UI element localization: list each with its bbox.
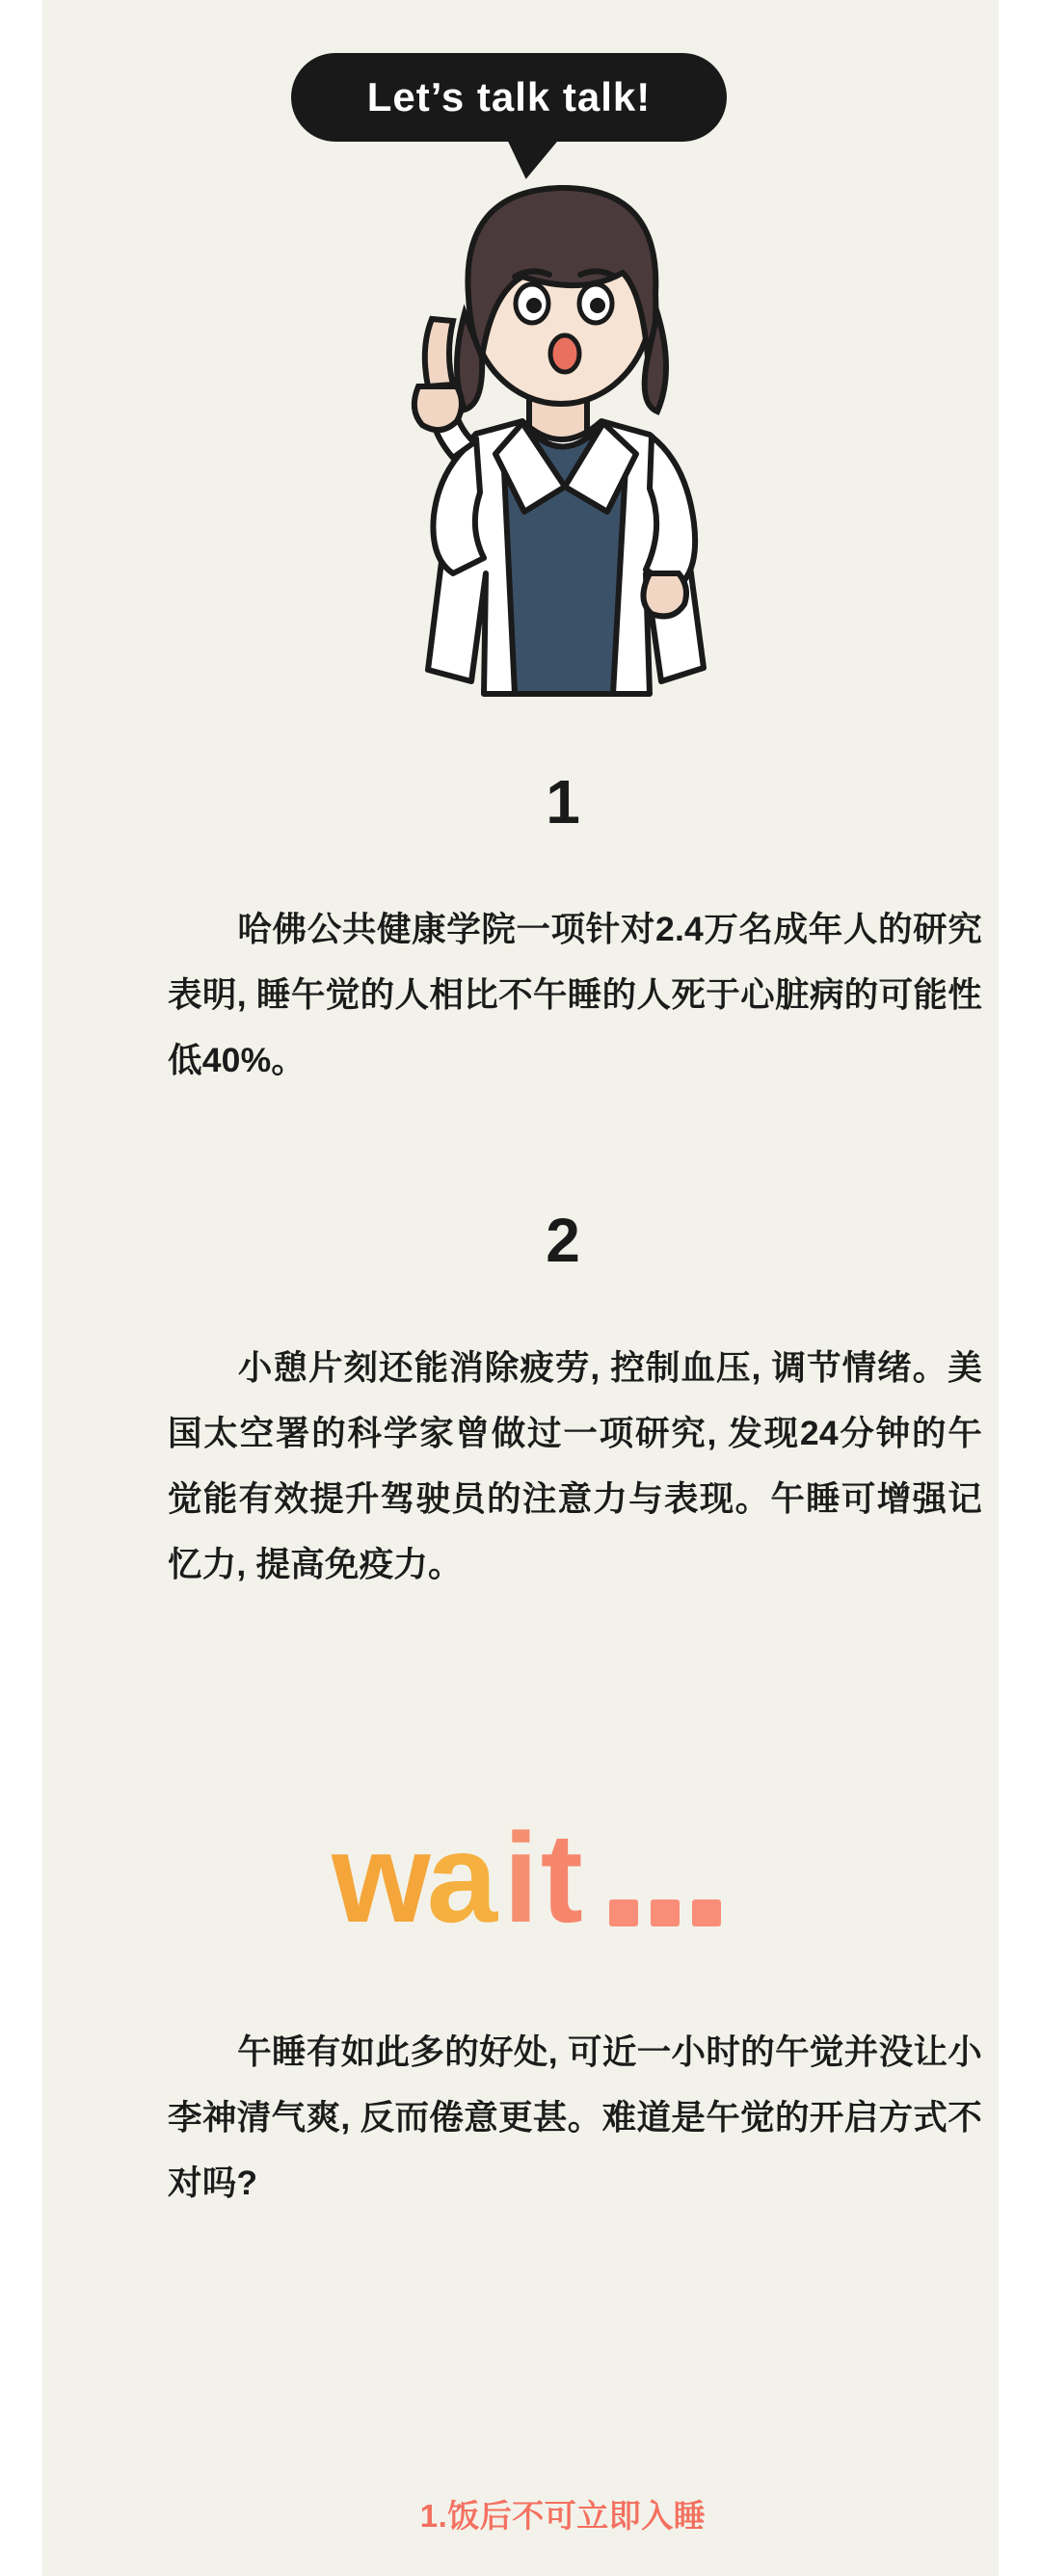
wait-dot-1 [609, 1899, 638, 1926]
wait-word-art [332, 1807, 721, 1949]
wait-letter-i: i [503, 1807, 539, 1949]
content-card [42, 0, 999, 2576]
section-paragraph-1-text: 哈佛公共健康学院一项针对2.4万名成年人的研究表明, 睡午觉的人相比不午睡的人死于心脏病的可能性低40%。 [168, 910, 982, 1079]
closing-paragraph [168, 2019, 982, 2216]
section-number-1: 1 [546, 767, 580, 837]
speech-bubble-body [291, 53, 727, 142]
wait-dot-3 [692, 1899, 721, 1926]
wait-dot-2 [651, 1899, 680, 1926]
speech-bubble [291, 53, 734, 159]
footer-note: 1.饭后不可立即入睡 [419, 2498, 707, 2534]
wait-ellipsis-dots [597, 1899, 721, 1926]
section-paragraph-2 [168, 1335, 982, 1597]
right-margin-strip [999, 0, 1041, 2576]
section-number-2: 2 [546, 1206, 580, 1275]
doctor-illustration [360, 169, 775, 728]
wait-letter-w: w [332, 1807, 425, 1949]
wait-letter-a: a [426, 1807, 498, 1949]
section-paragraph-2-text: 小憩片刻还能消除疲劳, 控制血压, 调节情绪。美国太空署的科学家曾做过一项研究, 发现24分钟的午觉能有效提升驾驶员的注意力与表现。午睡可增强记忆力, 提高免疫力。 [168, 1348, 982, 1583]
speech-bubble-text: Let’s talk talk! [366, 74, 652, 120]
wait-letter-t: t [540, 1807, 583, 1949]
section-paragraph-1 [168, 896, 982, 1093]
closing-paragraph-text: 午睡有如此多的好处, 可近一小时的午觉并没让小李神清气爽, 反而倦意更甚。难道是午觉的开启方式不对吗? [168, 2032, 982, 2202]
left-margin-strip [0, 0, 42, 2576]
